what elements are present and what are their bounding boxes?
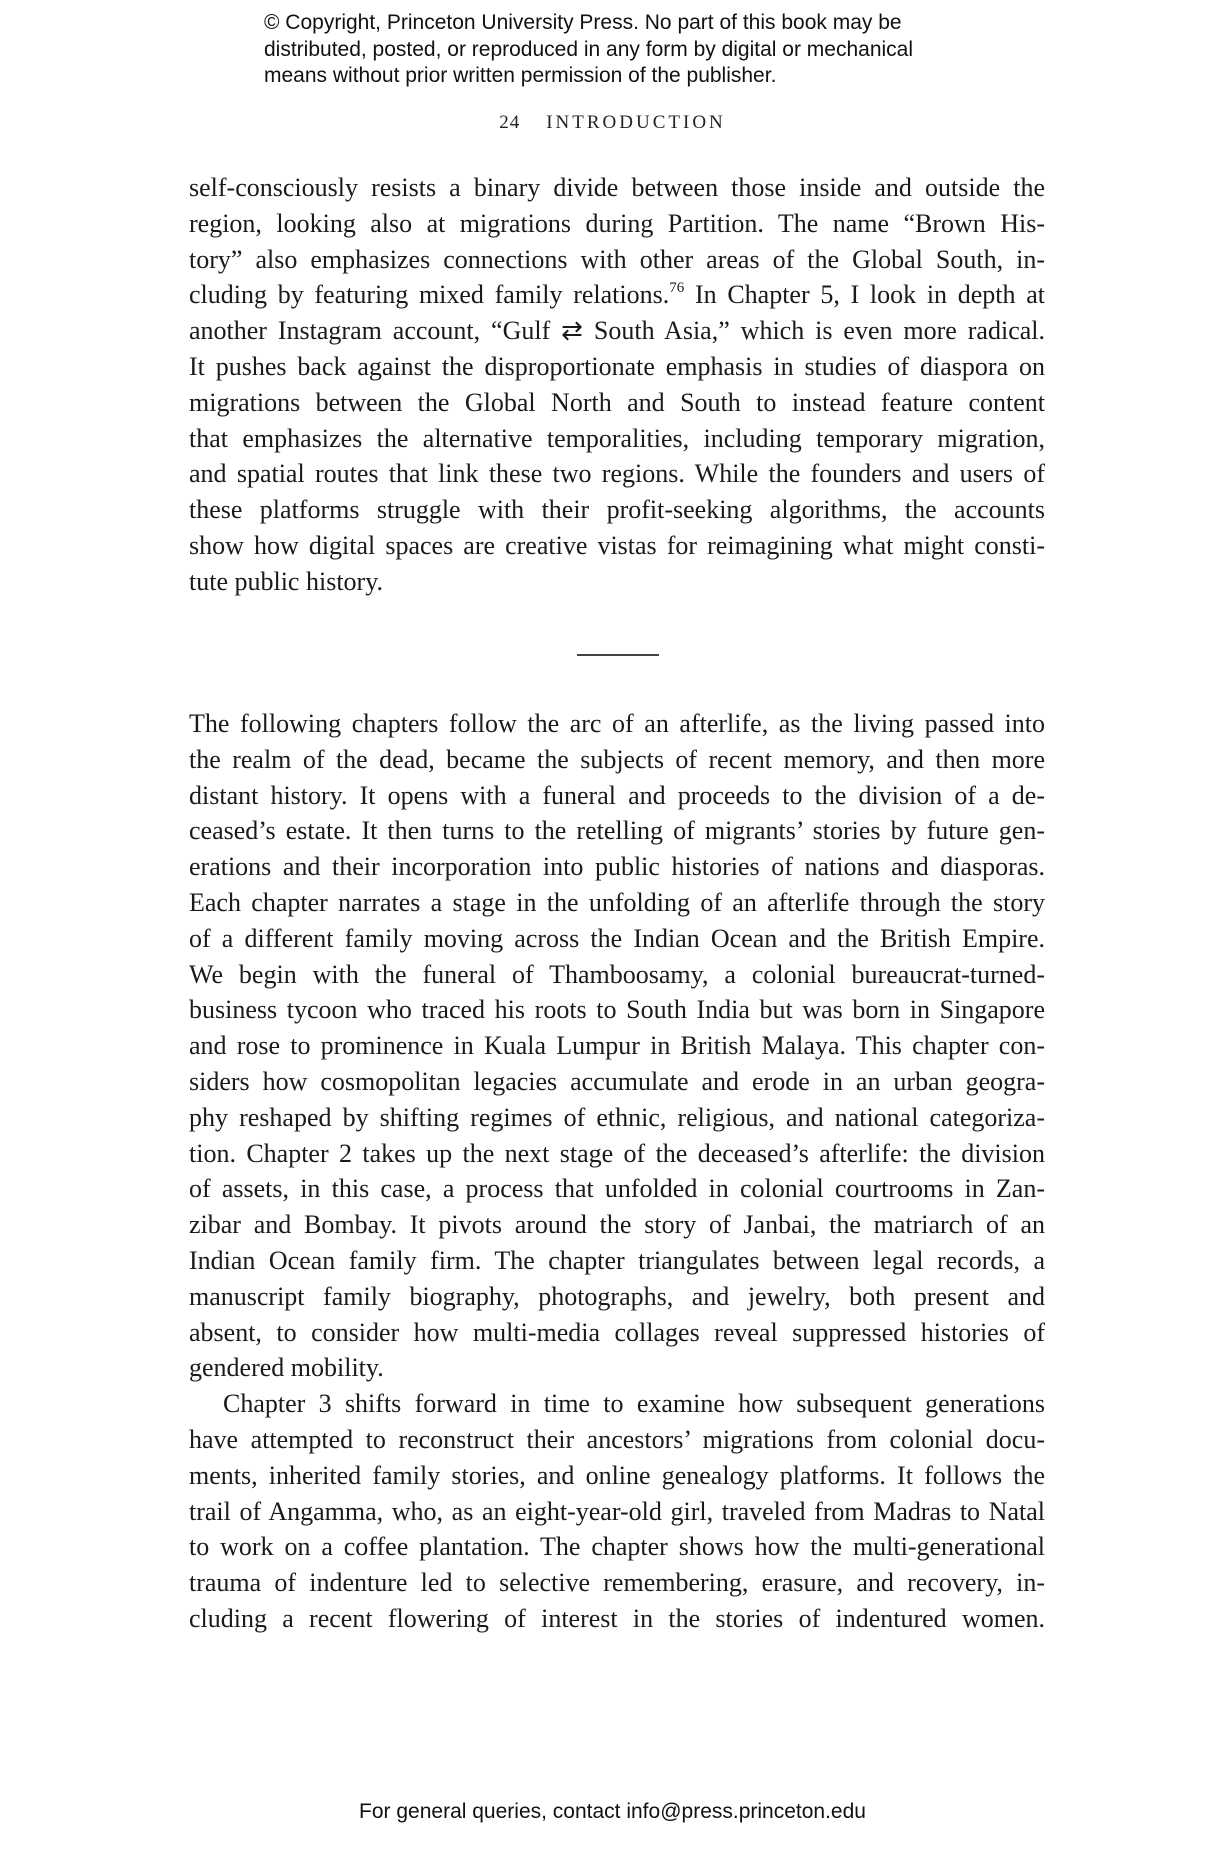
text-line: erations and their incorporation into public histories of nations and diasporas. — [189, 852, 1045, 882]
text-line: gendered mobility. — [189, 1353, 384, 1383]
text-line: trail of Angamma, who, as an eight-year-old girl, traveled from Madras to Natal — [189, 1496, 1045, 1526]
text-line: phy reshaped by shifting regimes of ethnic, religious, and national categoriza- — [189, 1102, 1045, 1132]
copyright-line: means without prior written permission of the publisher. — [264, 64, 777, 87]
running-head — [0, 112, 1225, 134]
text-line: region, looking also at migrations during Partition. The name “Brown His- — [189, 208, 1045, 238]
text-line — [189, 277, 1045, 313]
text-line: and spatial routes that link these two regions. While the founders and users of — [189, 459, 1045, 489]
footnote-reference[interactable]: 76 — [669, 280, 685, 297]
text-line: The following chapters follow the arc of an afterlife, as the living passed into — [189, 709, 1045, 738]
section-break-rule — [577, 654, 659, 656]
paragraph-continued — [189, 170, 1045, 600]
text-fragment: In Chapter 5, I look in depth at — [684, 280, 1045, 310]
page-number: 24 — [499, 112, 521, 133]
text-line: Chapter 3 shifts forward in time to examine how subsequent generations — [223, 1389, 1045, 1419]
text-line: distant history. It opens with a funeral and proceeds to the division of a de- — [189, 780, 1045, 810]
text-line: have attempted to reconstruct their ancestors’ migrations from colonial docu- — [189, 1424, 1045, 1454]
footer-contact: For general queries, contact info@press.princeton.edu — [359, 1800, 866, 1823]
text-line: absent, to consider how multi-media collages reveal suppressed histories of — [189, 1317, 1045, 1347]
section-title: INTRODUCTION — [546, 112, 726, 133]
copyright-line: © Copyright, Princeton University Press. No part of this book may be — [264, 11, 902, 34]
text-line: self-consciously resists a binary divide between those inside and outside the — [189, 173, 1045, 202]
text-line: We begin with the funeral of Thamboosamy, a colonial bureaucrat-turned- — [189, 959, 1045, 989]
paragraph — [189, 1386, 1045, 1637]
text-line: another Instagram account, “Gulf ⇄ South Asia,” which is even more radical. — [189, 316, 1045, 346]
copyright-line: distributed, posted, or reproduced in any form by digital or mechanical — [264, 37, 914, 61]
text-line: ments, inherited family stories, and online genealogy platforms. It follows the — [189, 1460, 1045, 1490]
text-line: these platforms struggle with their profit-seeking algorithms, the accounts — [189, 495, 1045, 525]
text-line: to work on a coffee plantation. The chapter shows how the multi-generational — [189, 1532, 1045, 1562]
text-line: ceased’s estate. It then turns to the retelling of migrants’ stories by future gen- — [189, 816, 1045, 846]
text-line: show how digital spaces are creative vistas for reimagining what might consti- — [189, 530, 1045, 560]
text-line: of assets, in this case, a process that unfolded in colonial courtrooms in Zan- — [189, 1174, 1045, 1204]
text-line: It pushes back against the disproportionate emphasis in studies of diaspora on — [189, 351, 1045, 381]
text-line: trauma of indenture led to selective remembering, erasure, and recovery, in- — [189, 1568, 1045, 1598]
text-line: tute public history. — [189, 566, 384, 596]
text-line: that emphasizes the alternative temporalities, including temporary migration, — [189, 423, 1045, 453]
text-line: tory” also emphasizes connections with other areas of the Global South, in- — [189, 244, 1045, 274]
text-line: Each chapter narrates a stage in the unfolding of an afterlife through the story — [189, 887, 1045, 917]
paragraph — [189, 706, 1045, 1386]
text-line: and rose to prominence in Kuala Lumpur in British Malaya. This chapter con- — [189, 1031, 1045, 1061]
text-line: tion. Chapter 2 takes up the next stage of the deceased’s afterlife: the division — [189, 1138, 1045, 1168]
text-line: zibar and Bombay. It pivots around the story of Janbai, the matriarch of an — [189, 1210, 1045, 1240]
copyright-notice — [264, 10, 984, 90]
text-line: siders how cosmopolitan legacies accumulate and erode in an urban geogra- — [189, 1066, 1045, 1096]
text-line: business tycoon who traced his roots to South India but was born in Singapore — [189, 995, 1045, 1025]
text-line: manuscript family biography, photographs, and jewelry, both present and — [189, 1281, 1045, 1311]
text-line: migrations between the Global North and South to instead feature content — [189, 387, 1045, 417]
section-body — [189, 706, 1045, 1637]
text-line: of a different family moving across the Indian Ocean and the British Empire. — [189, 923, 1045, 953]
text-line: cluding a recent flowering of interest in the stories of indentured women. — [189, 1603, 1045, 1633]
text-line: Indian Ocean family firm. The chapter triangulates between legal records, a — [189, 1245, 1045, 1275]
text-fragment: cluding by featuring mixed family relations. — [189, 280, 670, 310]
text-line: the realm of the dead, became the subjects of recent memory, and then more — [189, 744, 1045, 774]
